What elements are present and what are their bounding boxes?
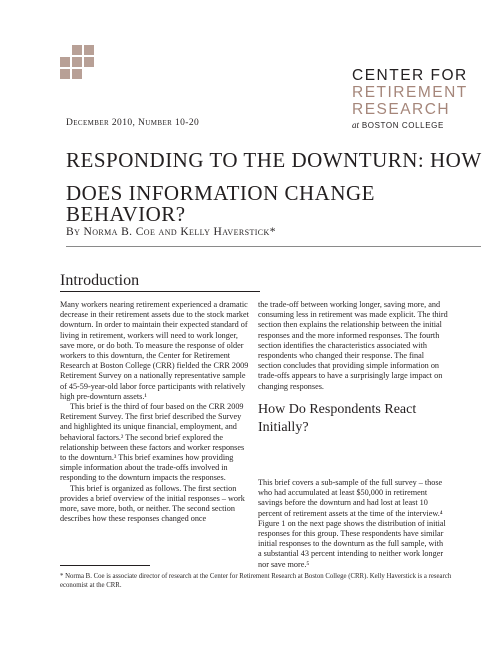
title-line-1: RESPONDING TO THE DOWNTURN: HOW xyxy=(66,148,482,172)
intro-paragraph-1: Many workers nearing retirement experienced a dramatic decrease in their retirement assets due to the stock market downturn. In order to maintain their expected standard of living in retirement, workers will need to work longer, save more, or do both. To measure the response of older workers to this downturn, the Center for Retirement Research at Boston College (CRR) fielded the CRR 2009 Retirement Survey on a nationally representative sample of 45-59-year-old labor force participants with relatively high pre-downturn assets.¹ xyxy=(60,300,249,401)
initial-reaction-paragraph: This brief covers a sub-sample of the full survey – those who had accumulated at least $50,000 in retirement savings before the downturn and had lost at least 10 percent of retirement assets at the time of the interview.⁴ Figure 1 on the next page shows the distribution of initial responses for this group. These respondents have similar initial responses to the downturn as the full sample, with a substantial 43 percent intending to neither work longer nor save more.⁵ xyxy=(258,478,446,569)
footnote: * Norma B. Coe is associate director of research at the Center for Retirement Research at Boston College (CRR). Kelly Haverstick is a research economist at the CRR. xyxy=(60,573,452,589)
logo-line-1: CENTER FOR xyxy=(352,67,468,84)
footnote-rule xyxy=(60,565,150,566)
logo-line-2: RETIREMENT xyxy=(352,84,468,101)
intro-paragraph-2: This brief is the third of four based on the CRR 2009 Retirement Survey. The first brief described the Survey and highlighted its unique financial, employment, and behavioral factors.² The second brief explored the relationship between these factors and worker responses to the downturn.³ This brief examines how providing simple information about the trade-offs involved in responding to the downturn impacts the responses. xyxy=(60,402,245,483)
logo-line-4 xyxy=(352,120,444,130)
logo-line-3: RESEARCH xyxy=(352,101,451,118)
logo-college: BOSTON COLLEGE xyxy=(361,121,444,130)
decorative-square-4 xyxy=(72,57,82,67)
decorative-square-2 xyxy=(84,45,94,55)
logo-at: at xyxy=(352,120,360,130)
intro-column-2 xyxy=(258,300,448,392)
intro-paragraph-3-cont: the trade-off between working longer, saving more, and consuming less in retirement was made explicit. The third section then explains the relationship between the initial responses and the more informed responses. The fourth section identifies the characteristics associated with respondents who changed their response. The final section concludes that providing simple information on trade-offs appears to have a surprisingly large impact on changing responses. xyxy=(258,300,448,391)
issue-date: December 2010, Number 10-20 xyxy=(66,118,200,128)
title-divider xyxy=(66,246,481,247)
section-heading-rule xyxy=(60,291,260,292)
authors: By Norma B. Coe and Kelly Haverstick* xyxy=(66,226,276,238)
section-heading-initial-reaction: How Do Respondents React Initially? xyxy=(258,402,417,435)
intro-paragraph-3: This brief is organized as follows. The first section provides a brief overview of the initial responses – work more, save more, both, or neither. The second section describes how these responses changed once xyxy=(60,483,245,524)
intro-column-1 xyxy=(60,300,250,524)
initial-reaction-column xyxy=(258,478,448,570)
decorative-square-3 xyxy=(60,57,70,67)
decorative-square-1 xyxy=(72,45,82,55)
decorative-square-5 xyxy=(84,57,94,67)
section-heading-introduction: Introduction xyxy=(60,272,140,289)
decorative-square-7 xyxy=(72,69,82,79)
title-line-2: DOES INFORMATION CHANGE BEHAVIOR? xyxy=(66,181,376,226)
decorative-square-6 xyxy=(60,69,70,79)
